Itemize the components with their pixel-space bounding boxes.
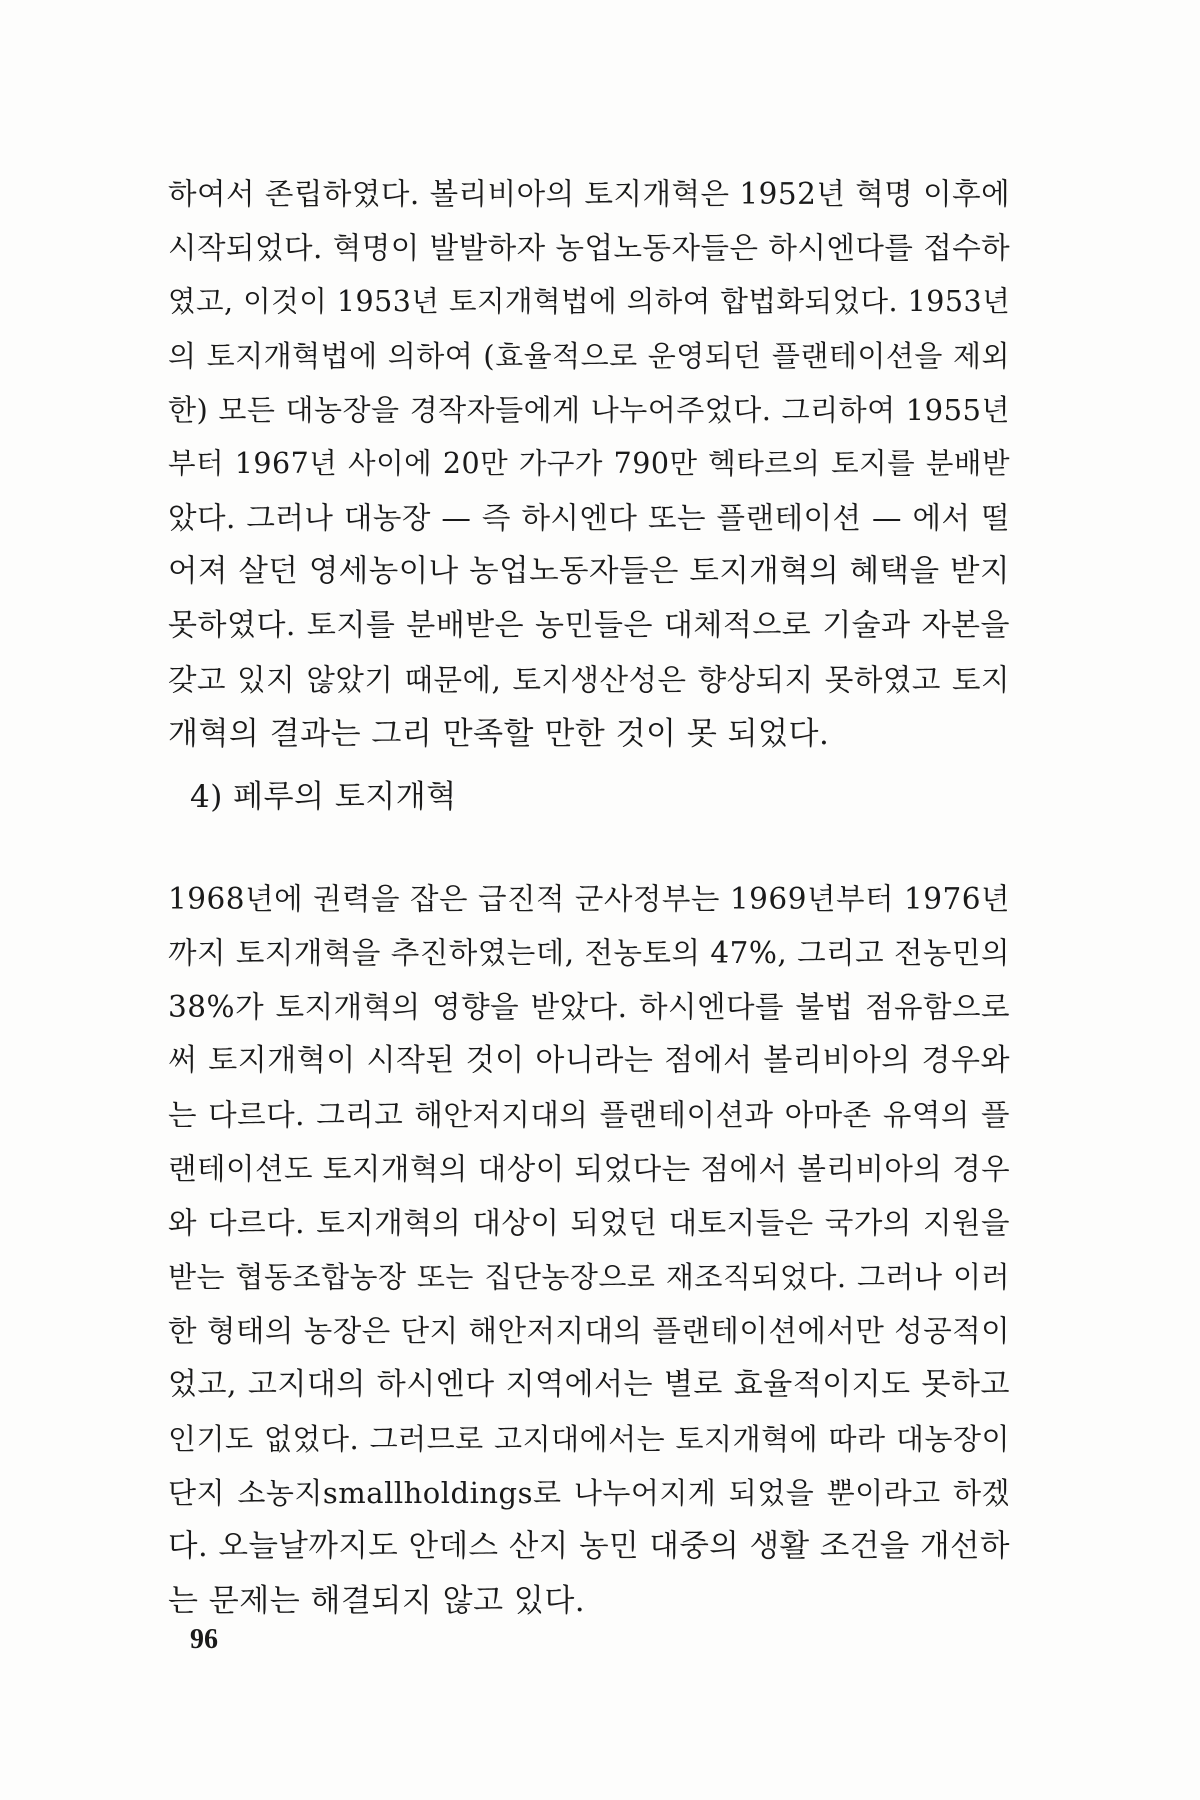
text-line: 어져 살던 영세농이나 농업노동자들은 토지개혁의 혜택을 받지 (168, 554, 1010, 589)
text-line: 았다. 그러나 대농장 — 즉 하시엔다 또는 플랜테이션 — 에서 떨 (168, 501, 1010, 535)
text-line: 개혁의 결과는 그리 만족할 만한 것이 못 되었다. (168, 716, 830, 752)
text-line: 한) 모든 대농장을 경작자들에게 나누어주었다. 그리하여 1955년 (168, 393, 1010, 427)
text-line: 부터 1967년 사이에 20만 가구가 790만 헥타르의 토지를 분배받 (168, 447, 1010, 480)
text-line: 는 다르다. 그리고 해안저지대의 플랜테이션과 아마존 유역의 플 (168, 1098, 1010, 1132)
text-line: 까지 토지개혁을 추진하였는데, 전농토의 47%, 그리고 전농민의 (168, 936, 1011, 970)
text-line: 는 문제는 해결되지 않고 있다. (168, 1583, 586, 1619)
paragraph-bolivia (168, 167, 1010, 761)
text-line: 못하였다. 토지를 분배받은 농민들은 대체적으로 기술과 자본을 (168, 608, 1010, 643)
section-heading: 4) 페루의 토지개혁 (190, 779, 457, 815)
text-line: 갖고 있지 않았기 때문에, 토지생산성은 향상되지 못하였고 토지 (168, 663, 1010, 697)
text-line: 었고, 고지대의 하시엔다 지역에서는 별로 효율적이지도 못하고 (168, 1367, 1010, 1402)
text-line: 하여서 존립하였다. 볼리비아의 토지개혁은 1952년 혁명 이후에 (168, 177, 1011, 211)
text-line: 다. 오늘날까지도 안데스 산지 농민 대중의 생활 조건을 개선하 (168, 1529, 1010, 1564)
text-line: 의 토지개혁법에 의하여 (효율적으로 운영되던 플랜테이션을 제외 (168, 339, 1010, 373)
paragraph-peru (168, 872, 1010, 1628)
text-line: 38%가 토지개혁의 영향을 받았다. 하시엔다를 불법 점유함으로 (168, 990, 1010, 1024)
page-number: 96 (190, 1624, 218, 1655)
text-line: 받는 협동조합농장 또는 집단농장으로 재조직되었다. 그러나 이러 (168, 1260, 1010, 1294)
text-line: 시작되었다. 혁명이 발발하자 농업노동자들은 하시엔다를 접수하 (168, 231, 1011, 265)
text-line: 단지 소농지smallholdings로 나누어지게 되었을 뿐이라고 하겠 (168, 1476, 1010, 1510)
text-line: 와 다르다. 토지개혁의 대상이 되었던 대토지들은 국가의 지원을 (168, 1206, 1010, 1240)
text-line: 였고, 이것이 1953년 토지개혁법에 의하여 합법화되었다. 1953년 (168, 285, 1011, 318)
text-line: 랜테이션도 토지개혁의 대상이 되었다는 점에서 볼리비아의 경우 (168, 1152, 1011, 1186)
text-line: 한 형태의 농장은 단지 해안저지대의 플랜테이션에서만 성공적이 (168, 1314, 1011, 1348)
text-line: 인기도 없었다. 그러므로 고지대에서는 토지개혁에 따라 대농장이 (168, 1422, 1010, 1456)
text-line: 1968년에 권력을 잡은 급진적 군사정부는 1969년부터 1976년 (168, 882, 1010, 916)
text-line: 써 토지개혁이 시작된 것이 아니라는 점에서 볼리비아의 경우와 (168, 1043, 1010, 1078)
